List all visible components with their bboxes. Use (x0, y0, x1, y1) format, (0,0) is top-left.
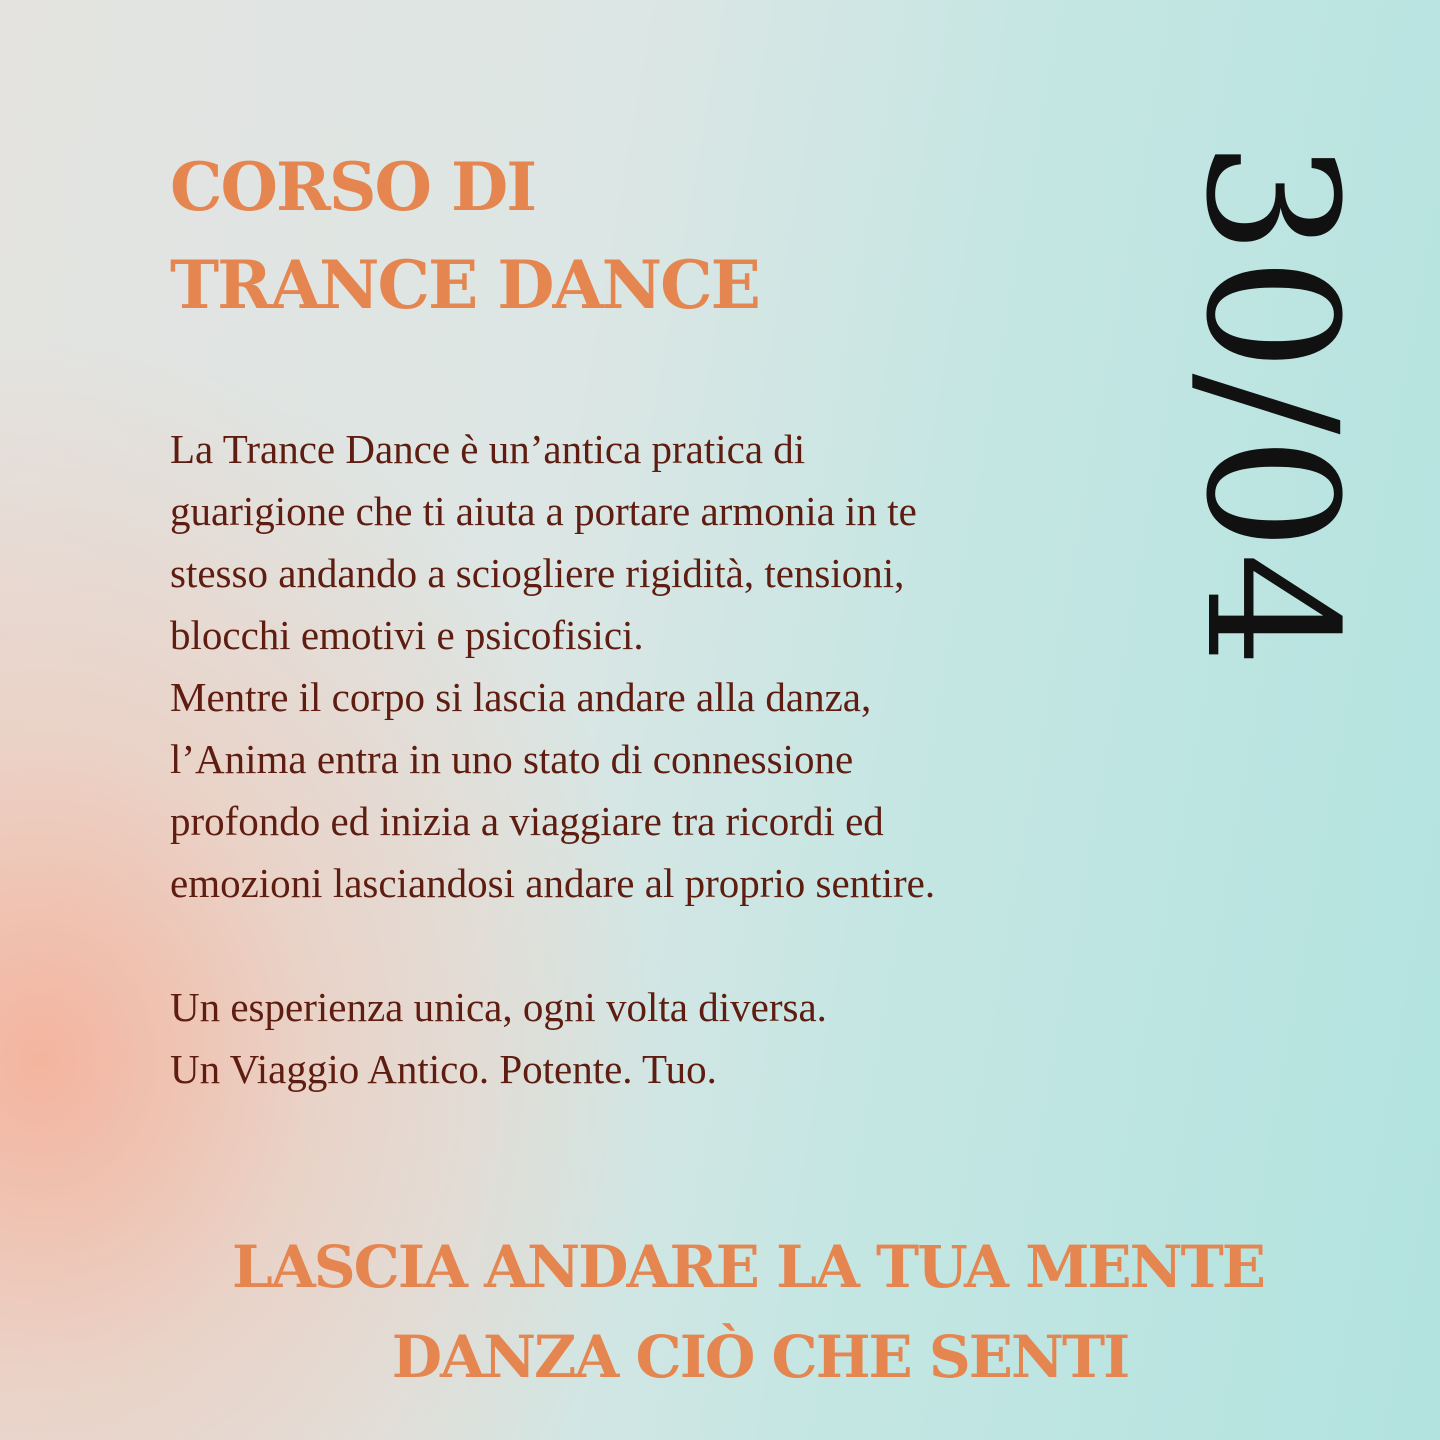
event-date: 30/04 (1166, 140, 1375, 670)
description-line: Mentre il corpo si lascia andare alla danza, (170, 674, 872, 720)
description-line: La Trance Dance è un’antica pratica di (170, 426, 806, 472)
description-line: stesso andando a sciogliere rigidità, tensioni, (170, 550, 905, 596)
slogan (0, 1222, 1440, 1402)
course-title (170, 138, 759, 334)
description-line: emozioni lasciandosi andare al proprio sentire. (170, 860, 936, 906)
slogan-line-1: LASCIA ANDARE LA TUA MENTE (232, 1233, 1264, 1301)
description (170, 418, 1170, 1100)
description-line: guarigione che ti aiuta a portare armonia in te (170, 488, 917, 534)
description-line: l’Anima entra in uno stato di connessione (170, 736, 854, 782)
description-line: blocchi emotivi e psicofisici. (170, 612, 644, 658)
tagline-line: Un esperienza unica, ogni volta diversa. (170, 984, 827, 1030)
paragraph-gap (170, 914, 1170, 976)
course-title-line-2: TRANCE DANCE (170, 246, 759, 324)
tagline-line: Un Viaggio Antico. Potente. Tuo. (170, 1046, 717, 1092)
description-line: profondo ed inizia a viaggiare tra ricordi ed (170, 798, 884, 844)
slogan-line-2: DANZA CIÒ CHE SENTI (391, 1323, 1129, 1391)
course-title-line-1: CORSO DI (170, 148, 536, 226)
